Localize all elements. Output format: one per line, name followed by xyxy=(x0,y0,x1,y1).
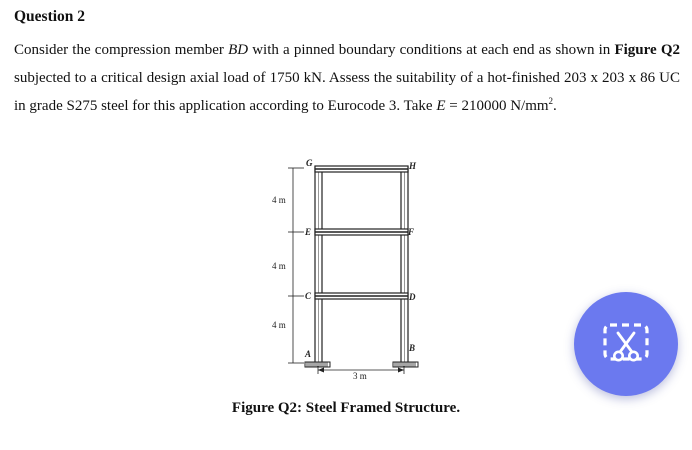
screen-snip-scissors-icon xyxy=(602,322,650,366)
screen-snip-button[interactable] xyxy=(574,292,678,396)
dim-label-middle: 4 m xyxy=(272,261,286,271)
node-label-b: B xyxy=(409,343,416,353)
dim-label-top: 4 m xyxy=(272,195,286,205)
right-column xyxy=(401,167,408,363)
question-text-part-3: subjected to a critical design axial load of 1750 kN. Assess the suitability of a hot-finished 203 x 203 x 86 UC in grade S275 steel for this application according to Eurocode 3. Take xyxy=(14,70,680,114)
node-label-d: D xyxy=(409,292,416,302)
question-text-part-2: with a pinned boundary conditions at each end as shown in xyxy=(248,42,615,58)
beam-ef xyxy=(315,229,408,235)
question-heading: Question 2 xyxy=(14,8,86,25)
beam-cd xyxy=(315,293,408,299)
beam-gh xyxy=(315,166,408,172)
question-text xyxy=(14,36,680,120)
question-text-part-1: Consider the compression member xyxy=(14,42,229,58)
node-label-g: G xyxy=(306,158,313,168)
node-label-h: H xyxy=(409,161,417,171)
dim-label-bottom: 4 m xyxy=(272,320,286,330)
support-a xyxy=(305,362,330,367)
elastic-modulus-symbol: E xyxy=(436,98,446,114)
steel-frame-figure xyxy=(260,158,430,384)
node-label-c: C xyxy=(305,291,312,301)
node-label-a: A xyxy=(305,349,312,359)
node-label-e: E xyxy=(305,227,312,237)
dim-label-span: 3 m xyxy=(353,371,367,381)
figure-caption: Figure Q2: Steel Framed Structure. xyxy=(231,400,461,416)
unit-exponent: 2 xyxy=(548,96,554,106)
support-b xyxy=(393,362,418,367)
question-text-part-4: = 210000 N/mm xyxy=(445,98,549,114)
question-text-part-5: . xyxy=(553,98,557,114)
height-dimension-line xyxy=(288,168,304,363)
member-label: BD xyxy=(228,42,249,58)
left-column xyxy=(315,167,322,363)
node-label-f: F xyxy=(408,227,415,237)
figure-reference: Figure Q2 xyxy=(614,42,680,58)
